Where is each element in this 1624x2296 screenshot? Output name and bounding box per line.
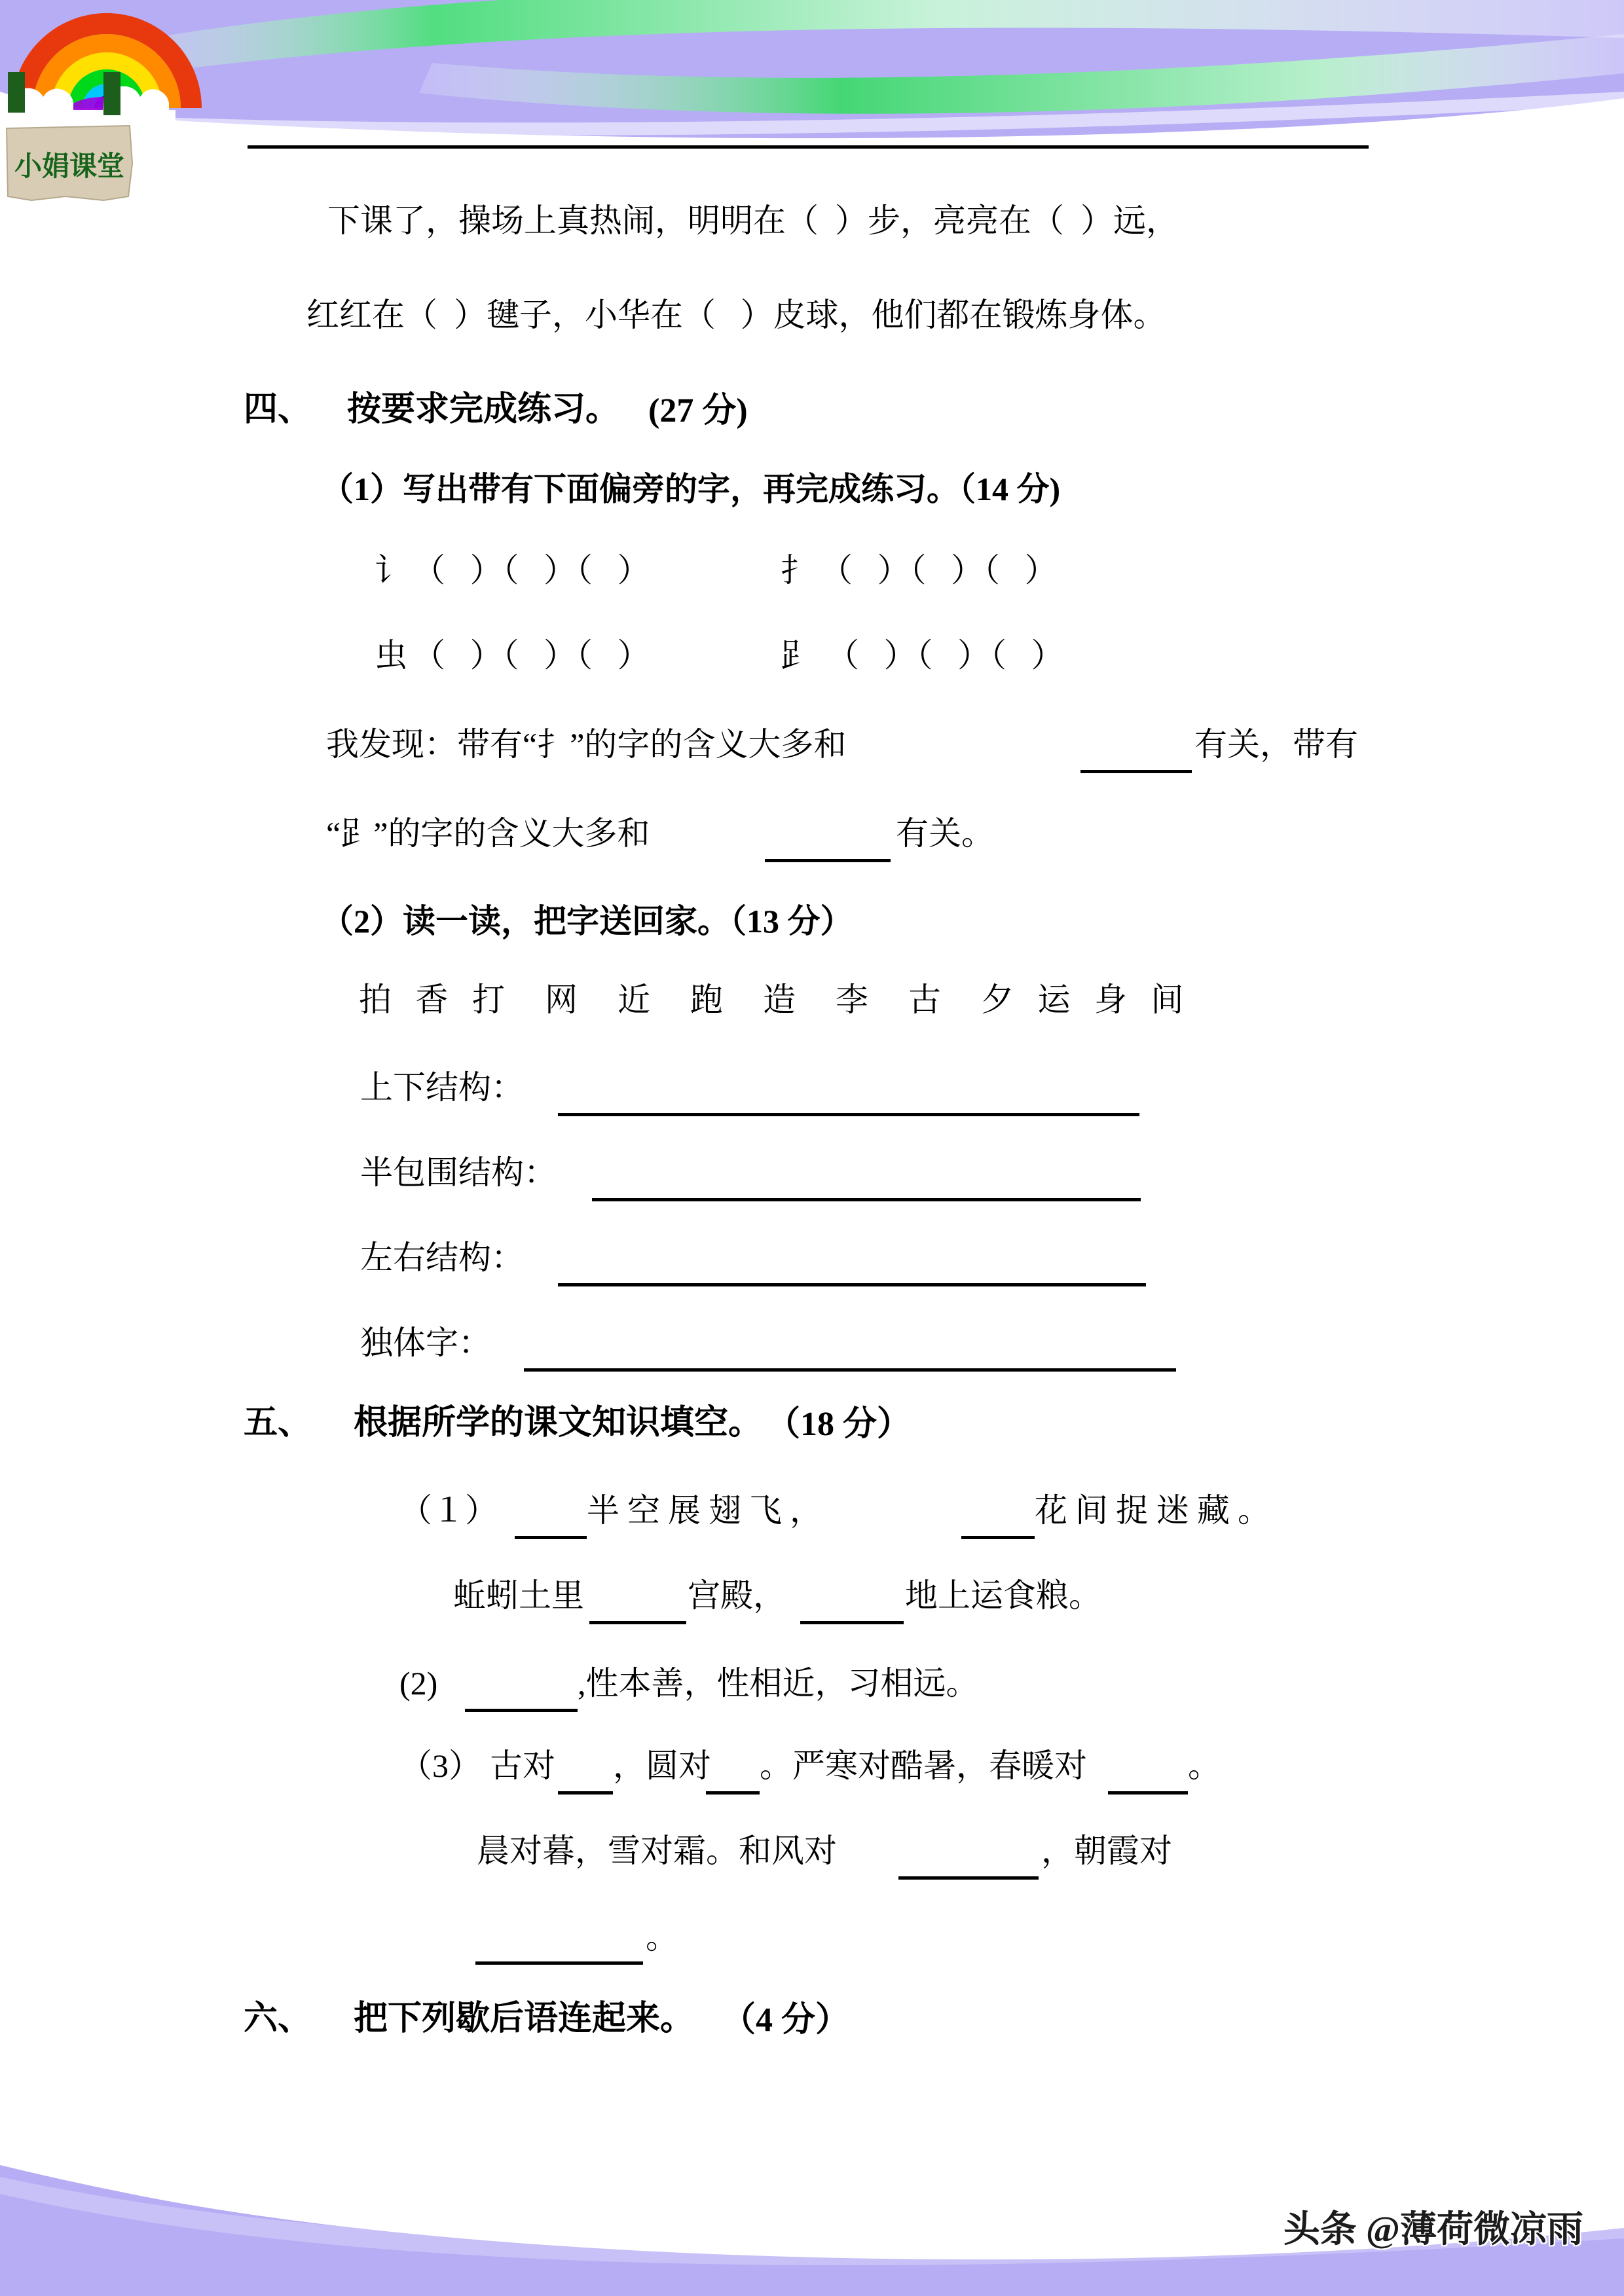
- section5-item-2-marker: （3）: [399, 1747, 481, 1784]
- finding-a-post: 有关，带有: [1194, 726, 1358, 763]
- section4-title: 按要求完成练习。: [347, 391, 620, 428]
- top-rule: [248, 145, 1369, 149]
- radical-row-0-right: 扌: [781, 552, 813, 589]
- category-1-blank[interactable]: [592, 1198, 1141, 1201]
- category-3-label: 独体字：: [360, 1324, 491, 1361]
- section5-points: （18 分）: [766, 1406, 912, 1443]
- footer-watermark: 头条 @薄荷微凉雨: [1283, 2210, 1583, 2250]
- section5-item-2-p2: ，圆对: [613, 1747, 711, 1784]
- radical-row-1-left: 虫: [375, 637, 407, 674]
- finding-b-pre: “𧾷”的字的含义大多和: [326, 815, 650, 852]
- radical-row-0-brackets-left: （ ）（ ）（ ）: [413, 552, 650, 589]
- section5-item-0-marker: （１）: [399, 1492, 498, 1529]
- section5-item-1-blank[interactable]: [465, 1709, 578, 1712]
- section4-sub1-label: （1）写出带有下面偏旁的字，再完成练习。（14 分): [321, 471, 1061, 507]
- section5-item-2-p3: 。严寒对酷暑，春暖对: [760, 1747, 1087, 1784]
- section5-title: 根据所学的课文知识填空。: [354, 1404, 763, 1442]
- category-2-blank[interactable]: [558, 1283, 1146, 1286]
- section5-item-2-blank-4[interactable]: [898, 1876, 1039, 1880]
- section5-item-2-line2-mid: ，朝霞对: [1041, 1832, 1172, 1869]
- category-0-label: 上下结构：: [360, 1069, 524, 1106]
- radical-row-0-left: 讠: [375, 552, 407, 589]
- category-0-blank[interactable]: [558, 1113, 1139, 1116]
- section4-sub2-label: （2）读一读，把字送回家。（13 分）: [321, 903, 853, 939]
- radical-row-1-right: 𧾷: [781, 637, 813, 674]
- section6-points: （4 分）: [722, 2001, 850, 2039]
- section5-item-2-line2-pre: 晨对暮，雪对霜。和风对: [477, 1832, 837, 1869]
- section5-item-0-blank-1[interactable]: [515, 1536, 587, 1539]
- section6-number: 六、: [244, 2000, 312, 2037]
- section5-item-2-line3-end: 。: [646, 1919, 678, 1956]
- logo-sign-text: 小娟课堂: [14, 152, 125, 182]
- section4-number: 四、: [244, 391, 312, 428]
- intro-line-2: 红红在（ ）毽子，小华在（ ）皮球，他们都在锻炼身体。: [306, 297, 1166, 333]
- section5-item-0-blank-3[interactable]: [589, 1621, 686, 1624]
- brand-logo: [5, 0, 221, 236]
- section5-item-1-marker: (2): [399, 1665, 438, 1702]
- category-3-blank[interactable]: [524, 1368, 1176, 1372]
- header-decoration: [0, 0, 1624, 151]
- section5-item-1-text: ,性本善，性相近，习相远。: [578, 1665, 979, 1702]
- section5-item-0-line2-end: 地上运食粮。: [905, 1577, 1101, 1614]
- section5-item-0-line1-mid: 半空展翅飞，: [587, 1492, 830, 1529]
- section5-item-0-line2-pre: 蚯蚓土里: [453, 1577, 584, 1614]
- finding-b-post: 有关。: [896, 815, 994, 852]
- section5-item-2-blank-3[interactable]: [1108, 1791, 1188, 1795]
- radical-row-1-brackets-left: （ ）（ ）（ ）: [413, 637, 650, 674]
- finding-b-blank[interactable]: [765, 859, 891, 862]
- category-1-label: 半包围结构：: [360, 1154, 557, 1191]
- section5-item-2-p4: 。: [1188, 1747, 1221, 1784]
- section5-item-2-blank-5[interactable]: [475, 1961, 643, 1965]
- section5-item-2-p1: 古对: [490, 1747, 555, 1784]
- section6-title: 把下列歇后语连起来。: [354, 2000, 695, 2037]
- character-bank: 拍 香 打 网 近 跑 造 李 古 夕 运 身 间: [359, 981, 1192, 1018]
- radical-row-1-brackets-right: （ ）（ ）（ ）: [826, 637, 1064, 674]
- section5-item-0-line2-mid: 宫殿，: [688, 1577, 786, 1614]
- section5-item-2-blank-2[interactable]: [706, 1791, 760, 1795]
- section5-number: 五、: [244, 1404, 312, 1442]
- intro-line-1: 下课了，操场上真热闹，明明在（ ）步，亮亮在（ ）远，: [327, 202, 1179, 239]
- category-2-label: 左右结构：: [360, 1239, 524, 1276]
- section5-item-0-line1-end: 花间捉迷藏。: [1035, 1492, 1278, 1529]
- finding-a-blank[interactable]: [1080, 770, 1192, 773]
- radical-row-0-brackets-right: （ ）（ ）（ ）: [820, 552, 1058, 589]
- finding-a-pre: 我发现：带有“扌”的字的含义大多和: [326, 726, 847, 763]
- section5-item-2-blank-1[interactable]: [558, 1791, 613, 1795]
- section4-points: (27 分): [648, 392, 748, 429]
- section5-item-0-blank-4[interactable]: [800, 1621, 904, 1624]
- section5-item-0-blank-2[interactable]: [961, 1536, 1035, 1539]
